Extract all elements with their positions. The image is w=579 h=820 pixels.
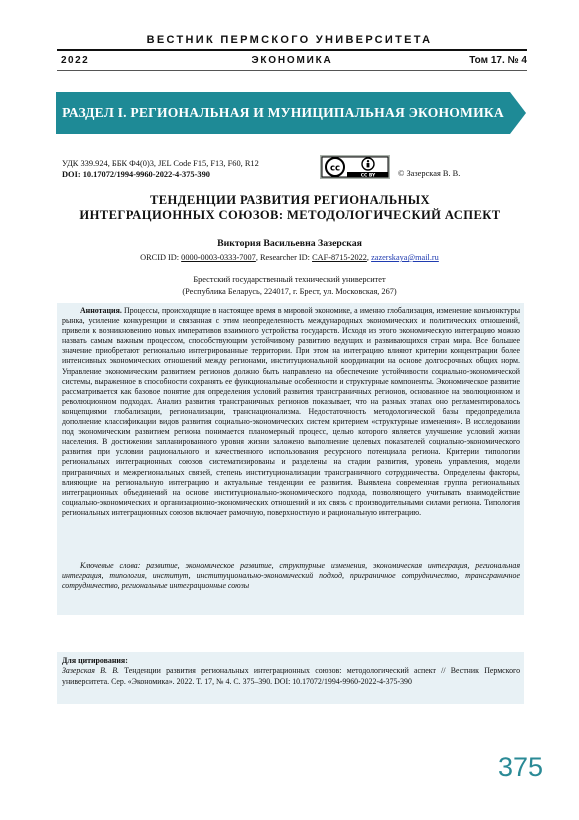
section-banner: [56, 92, 526, 134]
cc-by-license-badge[interactable]: [320, 155, 390, 179]
researcher-id-link[interactable]: CAF-8715-2022: [312, 253, 367, 262]
copyright-notice: © Зазерская В. В.: [398, 169, 461, 178]
header-year: 2022: [61, 55, 90, 66]
author-name: Виктория Васильевна Зазерская: [217, 238, 362, 249]
cc-badge-label: CC BY: [360, 173, 376, 179]
header-meta-row: [57, 55, 527, 69]
header-thin-rule: [57, 70, 527, 71]
keywords-text: развитие, экономическое развитие, структурные изменения, экономическая интеграция, региональная интеграция, типология, институт, институционально-экономический подход, приграничное сотрудничество, трансграничное сотрудничество, региональные интеграционные союзы: [62, 561, 521, 591]
abstract-label: Аннотация.: [80, 306, 122, 315]
doi-line: DOI: 10.17072/1994-9960-2022-4-375-390: [62, 170, 210, 179]
affiliation: [0, 274, 579, 298]
article-title: [40, 193, 540, 223]
abstract-paragraph: [62, 306, 520, 518]
researcher-id-label: , Researcher ID:: [255, 253, 313, 262]
udc-line: УДК 339.924, ББК Ф4(0)3, JEL Code F15, F13, F60, R12: [62, 159, 259, 168]
section-banner-text: РАЗДЕЛ I. РЕГИОНАЛЬНАЯ И МУНИЦИПАЛЬНАЯ ЭКОНОМИКА: [62, 105, 504, 120]
citation-author: Зазерская В. В.: [62, 666, 119, 676]
citation-text: Тенденции развития региональных интеграционных союзов: методологический аспект // Вестник Пермского университета. Сер. «Экономика». 2022. Т. 17, № 4. С. 375–390. DOI: 10.17072/1994-9960-2022-4-375-390: [62, 666, 521, 686]
affiliation-line-1: Брестский государственный технический университет: [193, 275, 386, 284]
orcid-label: ORCID ID:: [140, 253, 182, 262]
page-number: 375: [498, 752, 544, 782]
author-email-link[interactable]: zazerskaya@mail.ru: [371, 253, 439, 262]
journal-title: ВЕСТНИК ПЕРМСКОГО УНИВЕРСИТЕТА: [146, 34, 433, 46]
abstract-text: Процессы, происходящие в настоящее время в мировой экономике, а именно глобализация, изменение конъюнктуры рынка, усиление конкуренции и связанная с этим неопределенность международных экономических и политических отношений, привели к возникновению новых императивов взаимного устройства государств. Исходя из этого экономическую интеграцию можно назвать самым важным процессом, способствующим устойчивому развитию ведущих и развивающихся стран мира. Все большее значение приобретают регионально интегрированные территории. При этом на интеграцию влияют критерии концентрации более интенсивных экономических отношений между регионами, институциональной координации на основе долгосрочных общих норм. Управление экономическим развитием регионов должно быть направлено на обеспечение устойчивости социально-экономической системы, выраженное в способности сохранять ее функциональные особенности и структурные компоненты. Экономическое развитие рассматривается как базовое понятие для определения условий развития трансграничных регионов, основанное на эволюционном и революционном подходах. Анализ развития трансграничных регионов показывает, что на разных этапах оно регламентировалось концепциями глобализации, регионализации, транснационализма. Недостаточность методологической базы предопределила дополнение классификации видов развития социально-экономических систем критерием «структурные изменения». В исследовании под экономическим развитием региона понимается планомерный процесс, целью которого является улучшение условий жизни населения. В достижении запланированного уровня жизни заложено выполнение целевых показателей социально-экономического развития при условии рационального и качественного использования ресурсного потенциала региона. Критерии типологии региональных интеграционных союзов систематизированы и разделены на стадии развития, уровень управления, модели приграничных и межрегиональных связей, степень институционализации трансграничного сотрудничества. Определены факторы, влияющие на региональную интеграцию и актуальные тенденции ее развития. Выявлена современная группа региональных интеграционных объединений на основе институционально-экономического подхода, позволяющего учитывать взаимодействие социально-экономических и организационно-экономических отношений и их связь с производительными силами региона. Типология региональных интеграционных союзов включает рамочную, поверхностную и рациональную интеграцию.: [62, 306, 520, 517]
keywords-paragraph: [62, 561, 520, 591]
header-volume: Том 17. № 4: [469, 55, 527, 66]
citation-text-block: [62, 666, 520, 687]
citation-block: [62, 656, 520, 687]
header-rule: [57, 49, 527, 51]
article-title-line-2: ИНТЕГРАЦИОННЫХ СОЮЗОВ: МЕТОДОЛОГИЧЕСКИЙ АСПЕКТ: [79, 208, 501, 222]
affiliation-line-2: (Республика Беларусь, 224017, г. Брест, ул. Московская, 267): [182, 287, 397, 296]
author-identifiers: ORCID ID: 0000-0003-0333-7007, Researcher ID: CAF-8715-2022, zazerskaya@mail.ru: [140, 253, 439, 262]
udc-block: [62, 158, 259, 180]
keywords-label: Ключевые слова:: [80, 561, 141, 570]
header-section: ЭКОНОМИКА: [251, 55, 333, 66]
svg-text:cc: cc: [329, 163, 341, 174]
cc-by-icon: [320, 155, 390, 179]
article-title-line-1: ТЕНДЕНЦИИ РАЗВИТИЯ РЕГИОНАЛЬНЫХ: [149, 193, 431, 207]
citation-heading: Для цитирования:: [62, 656, 128, 665]
orcid-link[interactable]: 0000-0003-0333-7007: [181, 253, 256, 262]
